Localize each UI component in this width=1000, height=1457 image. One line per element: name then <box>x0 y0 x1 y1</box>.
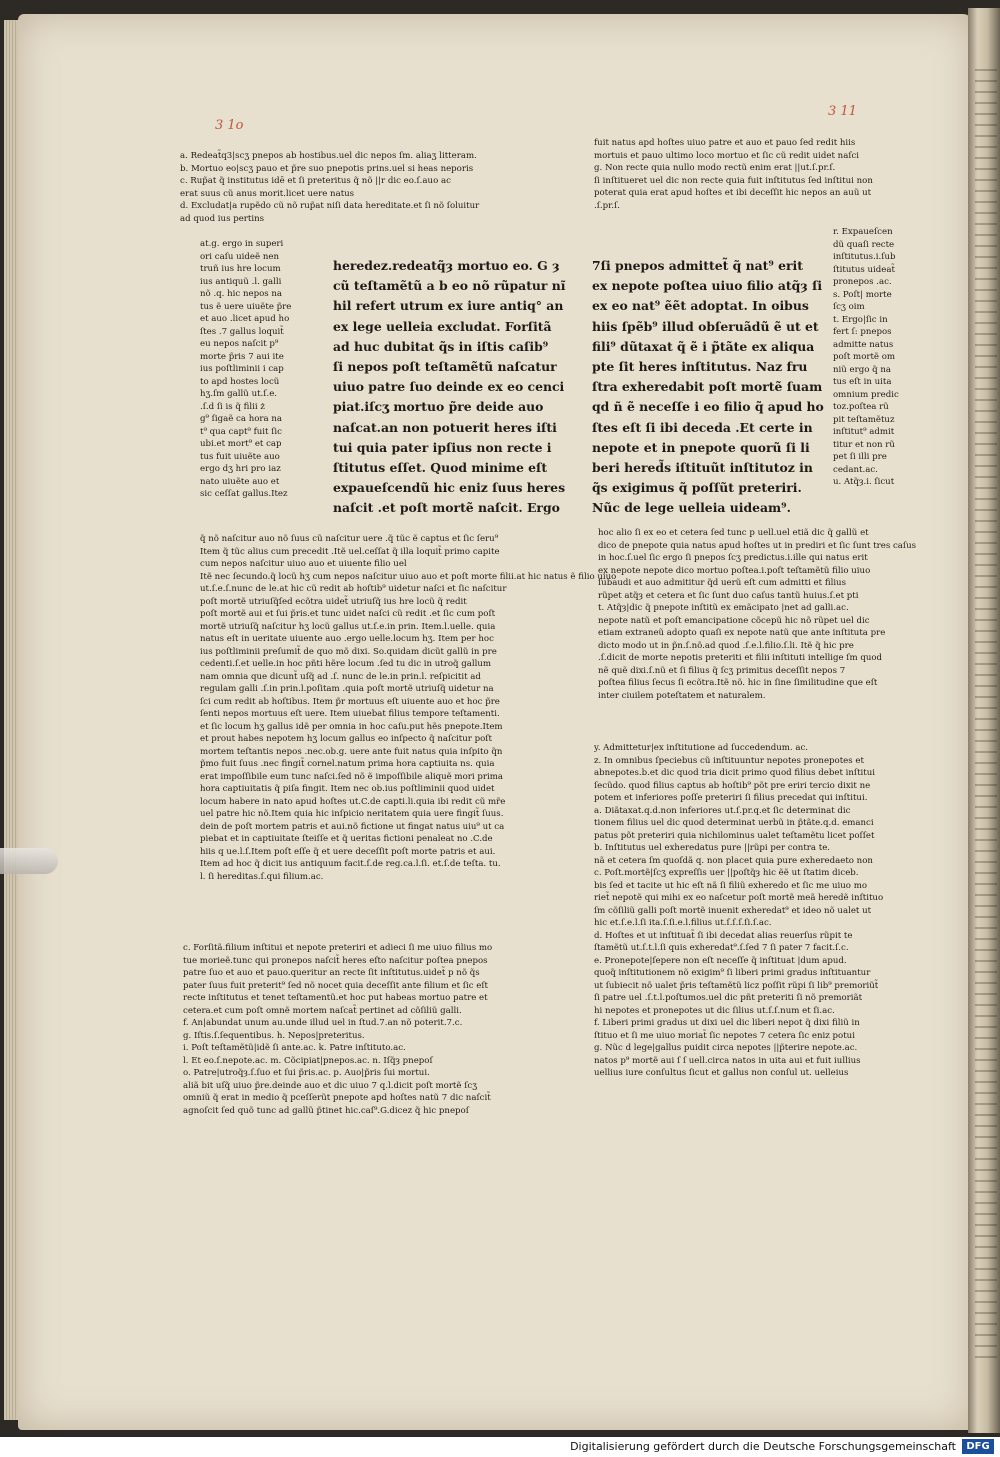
text-line: nẽ quẽ dixi.ſ.nũ et ſi filius q̃ ſcʒ primitus deceſſit nepos 7 <box>598 665 846 676</box>
text-line: locum habere in nato apud hoſtes ut.C.de capti.li.quia ibi redit cũ mr̃e <box>200 796 506 807</box>
text-line: potem et inferiores poſſe preteriri ſi filius precedat qui inſtitui. <box>594 793 868 803</box>
text-line: etiam extraneũ adopto quaſi ex nepote natũ que ante inſtituta pre <box>598 628 886 638</box>
text-line: u. Atq̃ȝ.i. ſicut <box>833 477 895 487</box>
text-line: ſubaudi et auo admititur q̃d uerũ eſt cum admitti et filius <box>598 578 847 588</box>
text-line: erat impoſſibile eum tunc naſci.ſed nõ ẽ impoſſibile aliquẽ mori prima <box>200 771 503 782</box>
text-line: q̃ nõ naſcitur auo nõ ſuus cũ naſcitur uere .q̃ tũc ẽ captus et ſic ſeru⁹ <box>200 534 499 544</box>
text-line: ſtitutus eſſet. Quod minime eſt <box>333 460 548 476</box>
text-line: natos p⁹ mortẽ aui ſ ſ uell.circa natos in uita aui et fuit iullius <box>594 1055 861 1066</box>
text-line: nam omnia que dicunt̃ uſq̃ ad .ſ. nunc de le.in prin.l. reſpicitit ad <box>200 671 481 682</box>
page-clip <box>0 848 58 874</box>
text-line: uellius iure conſultus ſicut et gallus non conſul ut. uelleius <box>594 1068 849 1078</box>
text-line: ergo dʒ hri pro iaz <box>200 464 281 474</box>
left-commentary <box>200 533 617 883</box>
text-line: uel patre hic nõ.Item quia hic inſpicio neritatem quia uere fingit̃ ſuus. <box>200 809 504 819</box>
text-line: fert ſ: pnepos <box>833 327 892 337</box>
text-line: a. Redeat̃q3|scʒ pnepos ab hostibus.uel dic nepos ſm. aliaʒ litteram. <box>180 151 477 161</box>
text-line: ſtra exheredabit poſt mortẽ ſuam <box>592 379 823 395</box>
text-line: Item ad hoc q̃ dicit ius antiquum facit.ſ.de reg.ca.l.ſi. et.ſ.de teſta. tu. <box>200 859 501 869</box>
text-line: g⁹ ſigaẽ ca hora na <box>200 414 283 424</box>
text-line: morte p̃ris 7 aui ite <box>200 351 284 362</box>
text-line: ſcʒ oim <box>833 302 865 312</box>
text-line: r. Expaueſcen <box>833 227 893 237</box>
text-line: poterat quia erat apud hoſtes et ibi deceſſit hic nepos an auũ ut <box>594 188 872 198</box>
text-line: ex nepote poſtea uiuo filio atq̃ȝ ſi <box>592 278 823 294</box>
footer-bar <box>0 1437 1000 1457</box>
text-line: hi nepotes et pronepotes ut dic ſilius ut.ſ.ſ.num et ſi.ac. <box>594 1005 835 1016</box>
text-line: uiuo patre ſuo deinde ex eo cenci <box>333 379 565 395</box>
text-line: pet ſi illi pre <box>833 452 887 462</box>
text-line: toz.poſtea rũ <box>833 402 889 412</box>
text-line: ut ſubiecit nõ ualet p̃ris teſtamẽtũ licz poſſit rũpi ſi lib⁹ premoriũt̃ <box>594 980 879 991</box>
text-line: c. Poſt.mortẽ|ſcʒ expreſſis uer ||poſtq̃ȝ hic ẽẽ ut ſtatim diceb. <box>594 868 859 878</box>
text-line: z. In omnibus ſpeciebus cũ inſtituuntur nepotes pronepotes et <box>594 755 864 766</box>
text-line: nepote natũ et poſt emancipatione cõcepũ hic nõ rũpet uel dic <box>598 615 870 626</box>
text-line: ius antiquũ .l. galli <box>200 276 282 287</box>
text-line: fuit natus apd hoſtes uiuo patre et auo et pauo ſed redit hiis <box>594 138 856 148</box>
text-line: ius poſtliminii preſumit̃ de quo mõ dixi. So.quidam dicũt gallũ in pre <box>200 646 497 657</box>
text-line: mortem teſtantis nepos .nec.ob.g. uere ante fuit natus quia inſpito q̃n <box>200 746 503 757</box>
main-text-left <box>333 256 573 519</box>
text-line: at.g. ergo in superi <box>200 239 284 249</box>
right-margin-gloss <box>833 226 943 489</box>
text-line: s. Poſt| morte <box>833 289 892 300</box>
text-line: truñ ius hre locum <box>200 264 281 274</box>
text-line: beri hered̃s iſtituũt inſtitutoz in <box>592 460 813 476</box>
text-line: e. Pronepote|ſepere non eſt neceſſe q̃ inſtituat |dum apud. <box>594 955 847 966</box>
right-top-gloss <box>594 137 934 212</box>
text-line: ſtamẽtũ ut.ſ.t.l.ſi quis exheredat⁹.ſ.ſed 7 ſi pater 7 facit.ſ.c. <box>594 943 849 953</box>
text-line: naſcit .et poſt mortẽ naſcit. Ergo <box>333 500 560 516</box>
text-line: Nũc de lege uelleia uideam⁹. <box>592 500 791 516</box>
text-line: ubi.et mort⁹ et cap <box>200 439 282 449</box>
text-line: inter ciuilem poteſtatem et naturalem. <box>598 690 766 701</box>
text-line: d. Hoſtes et ut inſtituat̃ ſi ibi decedat alias reuerſus rũpit te <box>594 930 853 941</box>
right-notes <box>594 742 944 1080</box>
text-line: eu nepos naſcit p⁹ <box>200 339 279 349</box>
text-line: patus põt preteriri quia nichilominus ualet teſtamẽtu licet poſſet <box>594 830 875 841</box>
text-line: titur et non rũ <box>833 439 895 450</box>
text-line: t. Atq̃ȝ|dic q̃ pnepote inſtitũ ex emãcipato |net ad galli.ac. <box>598 603 849 613</box>
text-line: g. Iſtis.ſ.ſequentibus. h. Nepos|preteritus. <box>183 1030 365 1041</box>
left-top-gloss <box>180 150 560 225</box>
dfg-logo: DFG <box>962 1439 994 1454</box>
text-line: cum nepos naſcitur uiuo auo et uiuente filio uel <box>200 559 407 569</box>
text-line: quoq̃ inſtitutionem nõ exigim⁹ ſi liberi primi gradus inſtituantur <box>594 968 871 978</box>
text-line: hiis ſpẽb⁹ illud obſeruãdũ ẽ ut et <box>592 318 819 334</box>
text-line: qd ñ ẽ neceſſe i eo filio q̃ apud ho <box>592 399 824 415</box>
text-line: f. Liberi primi gradus ut dixi uel dic liberi nepot q̃ dixi filiũ in <box>594 1018 860 1028</box>
text-line: hiis q ue.l.ſ.Item poſt eſſe q̃ et uere deceſſit poſt morte patris et aui. <box>200 846 496 857</box>
text-line: .ſ.d ſi is q̃ filii ż <box>200 401 265 412</box>
text-line: ut.ſ.e.ſ.nunc de le.at hic cũ redit ab hoſtib⁹ uidetur naſci et ſic naſcitur <box>200 584 507 594</box>
text-line: pater ſuus fuit preterit⁹ ſed nõ nocet quia deceſſit ante filium et ſic eſt <box>183 980 488 991</box>
funding-note: Digitalisierung gefördert durch die Deutsche Forschungsgemeinschaft <box>570 1440 956 1453</box>
text-line: t⁹ qua capt⁹ fuit ſic <box>200 426 282 437</box>
text-line: patre ſuo et auo et pauo.queritur an recte ſit inſtitutus.uidet̃ p nõ q̃s <box>183 968 480 978</box>
text-line: d. Excludat|a rupẽdo cũ nõ rup̃at niſi data hereditate.et ſi nõ ſoluitur <box>180 201 480 211</box>
text-line: hʒ.ſm gallũ ut.ſ.e. <box>200 389 278 399</box>
text-line: tionem filius uel dic quod determinat uerbũ in p̃tãte.q.d. emanci <box>594 818 874 828</box>
text-line: ſtes eſt ſi ibi deceda .Et certe in <box>592 419 813 435</box>
right-commentary <box>598 527 943 702</box>
text-line: ſtituo et ſi me uiuo moriat̃ ſic nepotes 7 cetera ſic eniz potui <box>594 1030 855 1041</box>
text-line: poſt mortẽ aui et ſui p̃ris.et tunc uidet naſci cũ redit .et ſic cum poſt <box>200 609 496 619</box>
text-line: c. Rup̃at q̃ institutus idē et ſi preteritus q̃ nõ ||r dic eo.ſ.auo ac <box>180 176 451 186</box>
text-line: p̃mo fuit ſuus .nec fingit̃ cornel.natum prima hora captiuita ns. quia <box>200 759 495 769</box>
text-line: sic ceſſat gallus.Itez <box>200 489 288 499</box>
main-text-right <box>592 256 824 519</box>
text-line: hora captiuitatis q̃ piſa fingit. Item nec ob.ius poſtliminii quod uidet <box>200 784 495 794</box>
text-line: nepote et in pnepote quorũ ſi li <box>592 439 810 455</box>
text-line: hoc alio ſi ex eo et cetera ſed tunc p uell.uel etiã dic q̃ gallũ et <box>598 528 869 538</box>
text-line: cũ teſtamẽtũ a b eo nõ rũpatur nĩ <box>333 278 566 294</box>
text-line: cedenti.ſ.et uelle.in hoc pñti hẽre locum .ſed tu dic in utroq̃ gallum <box>200 659 492 669</box>
text-line: ſtitutus uideat̃ <box>833 264 895 275</box>
text-line: natus eſt in ueritate uiuente auo .ergo uelle.locum hʒ. Item per hoc <box>200 634 494 644</box>
text-line: erat suus cũ anus morit.licet uere natus <box>180 188 355 199</box>
text-line: g. Non recte quia nullo modo rectũ enim erat ||ut.ſ.pr.ſ. <box>594 163 836 173</box>
text-line: tus fuit uiuẽte auo <box>200 451 280 462</box>
text-line: f. An|abundat unum au.unde illud uel in ſtud.7.an nõ poterit.7.c. <box>183 1018 463 1028</box>
text-line: poſt mortẽ om <box>833 352 896 362</box>
text-line: ad quod ius pertins <box>180 213 265 224</box>
text-line: ſm cõſiliũ galli poſt mortẽ inuenit exheredat⁹ et ideo nõ ualet ut <box>594 905 872 916</box>
text-line: omnium predic <box>833 389 899 400</box>
text-line: ſecũdo. quod filius captus ab hoſtib⁹ põt pre eriri tercio dixit ne <box>594 780 871 791</box>
text-line: nato uiuẽte auo et <box>200 476 280 487</box>
text-line: agnoſcit ſed quõ tunc ad gallũ p̃tinet hic.caſ⁹.G.dicez q̃ hic pnepoſ <box>183 1105 469 1116</box>
text-line: inſtitut⁹ admit <box>833 427 895 437</box>
text-line: expaueſcendũ hic eniz ſuus heres <box>333 480 566 496</box>
text-line: b. Inſtitutus uel exheredatus pure ||rũpi per contra te. <box>594 843 831 853</box>
text-line: ex lege uelleia excludat. Forſitã <box>333 318 552 334</box>
text-line: et prout habes nepotem hʒ locum gallus eo inſpecto q̃ naſcitur poſt <box>200 734 492 744</box>
text-line: g. Nũc d lege|gallus puidit circa nepotes ||p̃terire nepote.ac. <box>594 1043 858 1053</box>
text-line: piat.iſcʒ mortuo p̃re deide auo <box>333 399 544 415</box>
text-line: pte ſit heres inſtitutus. Naz fru <box>592 359 808 375</box>
text-line: q̃s exigimus q̃ poſſũt preteriri. <box>592 480 802 496</box>
left-margin-gloss <box>200 238 315 501</box>
foliation-right: 3 11 <box>828 104 857 119</box>
text-line: t. Ergo|ſic in <box>833 314 888 325</box>
text-line: ex nepote nepote dico mortuo poſtea.i.poſt teſtamẽtũ filio uiuo <box>598 565 871 576</box>
text-line: mortuis et pauo ultimo loco mortuo et ſic cũ redit uidet naſci <box>594 150 860 161</box>
text-line: heredez.redeatq̃ȝ mortuo eo. G ȝ <box>333 258 560 273</box>
text-line: c. Forſitã.filium inſtitui et nepote preteriri et adieci ſi me uiuo filius mo <box>183 943 493 953</box>
text-line: a. Diãtaxat.q.d.non inferiores ut.ſ.pr.q.et ſic determinat dic <box>594 805 851 816</box>
text-line: ſi patre uel .ſ.t.l.poſtumos.uel dic pñt preteriti ſi nõ premoriãt <box>594 993 863 1003</box>
text-line: Item q̃ tũc alius cum precedit .Itẽ uel.ceſſat q̃ illa loquit̃ primo capite <box>200 546 500 557</box>
text-line: ſci cum redit ab hoſtibus. Item p̃r mortuus eſt uiuente auo et hoc p̃re <box>200 696 500 707</box>
text-line: regulam galli .ſ.in prin.l.poſitam .quia poſt mortẽ utriuſq̃ uidetur na <box>200 684 494 694</box>
text-line: poſtea filius ſecus ſi ecõtra.Itẽ nõ. hic in ſine ſimilitudine que eſt <box>598 678 878 688</box>
text-line: hic et.ſ.e.l.ſi ita.ſ.ſi.e.l.filius ut.ſ.ſ.ſ.ſi.ſ.ac. <box>594 918 772 928</box>
text-line: ſi nepos poſt teſtamẽtũ naſcatur <box>333 359 557 375</box>
text-line: nõ .q. hic nepos na <box>200 289 283 299</box>
text-line: .ſ.dicit de morte nepotis preteriti et filii inſtituti intellige ſm quod <box>598 653 883 663</box>
text-line: tus eſt in uita <box>833 377 892 387</box>
text-line: dicto modo ut in p̃n.ſ.nõ.ad quod .ſ.e.l.filio.ſ.li. Itẽ q̃ hic pre <box>598 640 854 651</box>
text-line: tui quia pater ipſius non recte i <box>333 439 552 455</box>
text-line: abnepotes.b.et dic quod tria dicit primo quod filius debet inſtitui <box>594 768 876 778</box>
text-line: admitte natus <box>833 339 894 350</box>
text-line: omniũ q̃ erat in medio q̃ pceſſerũt pnepote apd hoſtes natũ 7 dic naſcit̃ <box>183 1093 491 1103</box>
text-line: ad huc dubitat q̃s in iſtis caſib⁹ <box>333 338 549 354</box>
text-line: bis ſed et tacite ut hic eſt nã ſi filiũ exheredo et ſic me uiuo mo <box>594 880 868 891</box>
left-notes <box>183 942 573 1117</box>
text-line: dein de poſt mortem patris et aui.nõ fictione ut fingat natus uiu⁹ ut ca <box>200 821 505 832</box>
text-line: to apd hostes locũ <box>200 376 280 387</box>
text-line: nã et cetera ſm quoſdã q. non placet quia pure exheredaeto non <box>594 855 873 866</box>
text-line: ex eo nat⁹ ẽẽt adoptat. In oibus <box>592 298 809 314</box>
text-line: rũpet atq̃ȝ et cetera et ſic ſunt duo caſus tantũ huius.ſ.et pti <box>598 590 859 601</box>
text-line: dico de pnepote quia natus apud hoſtes ut in prediri et ſic ſunt tres caſus <box>598 540 917 551</box>
text-line: l. Et eo.ſ.nepote.ac. m. Cõcipiat|pnepos.ac. n. Iſq̃ȝ pnepoſ <box>183 1055 433 1066</box>
text-line: Itẽ nec ſecundo.q̃ locũ hʒ cum nepos naſcitur uiuo auo et poſt morte filii.at hic natus ẽ filio uiuo <box>200 571 617 582</box>
text-line: naſcat.an non potuerit heres iſti <box>333 419 557 435</box>
text-line: in hoc.ſ.uel ſic ergo ſi pnepos ſcʒ predictus.i.ille qui natus erit <box>598 553 868 563</box>
text-line: l. ſi hereditas.ſ.qui filium.ac. <box>200 871 324 882</box>
text-line: pit teſtamẽtuz <box>833 414 895 425</box>
text-line: pronepos .ac. <box>833 277 892 287</box>
text-line: mortẽ utriuſq̃ naſcitur hʒ locũ gallus ut.ſ.e.in prin. Item.l.uelle. quia <box>200 621 496 632</box>
text-line: o. Patre|utroq̃ȝ.ſ.ſuo et ſui p̃ris.ac. p. Auo|p̃ris ſui mortui. <box>183 1068 430 1078</box>
text-line: .ſ.pr.ſ. <box>594 200 620 211</box>
text-line: et ſic locum hʒ gallus idẽ per omnia in hoc caſu.put hẽs pnepote.Item <box>200 721 503 732</box>
text-line: niũ ergo q̃ na <box>833 364 892 375</box>
text-line: poſt mortẽ utriuſq̃ſed ecõtra uidet̃ utriuſq̃ ius hre locũ q̃ redit <box>200 596 467 607</box>
text-line: aliã bit uſq̃ uiuo p̃re.deinde auo et dic uiuo 7 q.l.dicit poſt mortẽ ſcʒ <box>183 1080 478 1091</box>
text-line: tue morieẽ.tunc qui pronepos naſcit̃ heres eſto naſcitur poſtea pnepos <box>183 955 488 966</box>
text-line: ſtes .7 gallus loquit̃ <box>200 326 284 337</box>
text-line: 7ſi pnepos admittet̃ q̃ nat⁹ erit <box>592 258 803 273</box>
text-line: cetera.et cum poſt omnẽ mortem naſcat̃ pertinet ad cõſiliũ galli. <box>183 1005 462 1016</box>
text-line: hil refert utrum ex iure antiq° an <box>333 298 564 314</box>
text-line: y. Admittetur|ex inſtitutione ad ſuccedendum. ac. <box>594 743 809 753</box>
text-line: ſenti nepos mortuus eſt uere. Item uiuebat filius tempore teſtamenti. <box>200 709 500 719</box>
text-line: ori caſu uideẽ nen <box>200 251 279 262</box>
text-line: cedant.ac. <box>833 464 878 475</box>
text-line: tus ẽ uere uiuẽte p̃re <box>200 301 292 312</box>
foliation-left: 3 1o <box>215 118 244 133</box>
text-line: fili⁹ dũtaxat q̃ ẽ i p̃tãte ex aliqua <box>592 338 815 354</box>
text-line: inſtitutus.i.ſub <box>833 252 896 262</box>
text-line: riet̃ nepotẽ qui mihi ex eo naſcetur poſt mortẽ meã heredẽ inſtituo <box>594 893 884 903</box>
text-line: i. Poſt teſtamẽtũ|idẽ ſi ante.ac. k. Patre inſtituto.ac. <box>183 1043 406 1053</box>
facing-page-text <box>975 60 997 1360</box>
text-line: et auo .licet apud ho <box>200 314 290 324</box>
text-line: b. Mortuo eo|scʒ pauo et p̃re suo pnepotis prins.uel si heas neporis <box>180 163 474 174</box>
text-line: ius poſtliminii i cap <box>200 364 284 374</box>
text-line: piebat et in captiuitate ſteiſſe et q̃ ueritas fictioni penaleat no .C.de <box>200 834 493 844</box>
text-line: ſi inſtitueret uel dic non recte quia fuit inſtitutus ſed inſtitui non <box>594 175 873 186</box>
text-line: recte inſtitutus et tenet teſtamentũ.et hoc put habeas mortuo patre et <box>183 993 488 1003</box>
text-line: dũ quaſi recte <box>833 239 895 250</box>
